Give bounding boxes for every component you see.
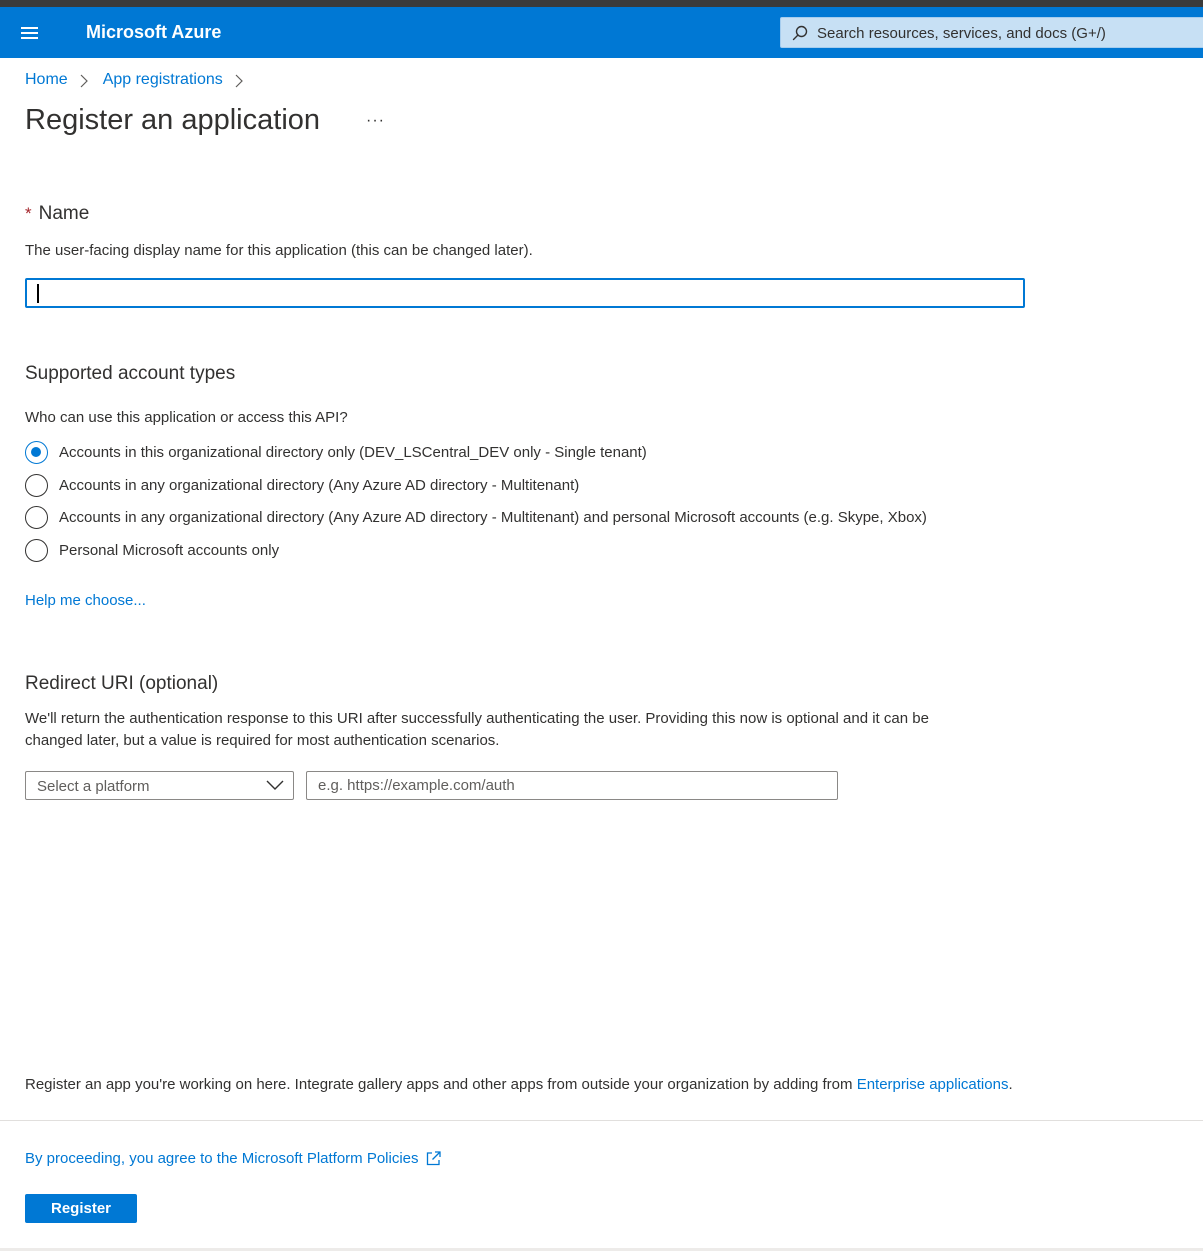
- enterprise-apps-note: Register an app you're working on here. Integrate gallery apps and other apps from outside your organization by adding from Enterprise applications.: [25, 1076, 1013, 1093]
- name-description: The user-facing display name for this application (this can be changed later).: [25, 242, 533, 259]
- register-button[interactable]: Register: [25, 1194, 137, 1223]
- help-me-choose-link[interactable]: Help me choose...: [25, 592, 146, 609]
- top-navigation-bar: [0, 7, 1203, 58]
- external-link-icon: [425, 1150, 442, 1167]
- account-types-question: Who can use this application or access this API?: [25, 409, 348, 426]
- radio-personal-only[interactable]: Personal Microsoft accounts only: [25, 539, 279, 562]
- required-marker: *: [25, 204, 32, 223]
- search-input[interactable]: [817, 22, 1197, 44]
- chevron-right-icon: [234, 72, 246, 88]
- radio-button[interactable]: [25, 474, 48, 497]
- platform-policies-link[interactable]: By proceeding, you agree to the Microsoft Platform Policies: [25, 1150, 442, 1167]
- name-field[interactable]: [25, 278, 1025, 308]
- hamburger-menu-icon[interactable]: [18, 21, 42, 45]
- radio-single-tenant[interactable]: Accounts in this organizational directory only (DEV_LSCentral_DEV only - Single tenant): [25, 441, 647, 464]
- platform-select[interactable]: [25, 771, 294, 800]
- name-input[interactable]: [27, 280, 1023, 306]
- breadcrumb-app-registrations[interactable]: App registrations: [102, 71, 223, 88]
- brand-title[interactable]: Microsoft Azure: [86, 22, 222, 42]
- breadcrumb-home[interactable]: Home: [25, 71, 68, 88]
- platform-select-value: Select a platform: [37, 778, 150, 795]
- radio-multitenant-personal[interactable]: Accounts in any organizational directory (Any Azure AD directory - Multitenant) and personal Microsoft accounts (e.g. Skype, Xbox): [25, 506, 927, 529]
- global-search[interactable]: [780, 17, 1203, 48]
- radio-button[interactable]: [25, 539, 48, 562]
- redirect-uri-description: We'll return the authentication response to this URI after successfully authenticating the user. Providing this now is optional and it can be changed later, but a value is required for most authentication scenarios.: [25, 710, 929, 749]
- breadcrumb: [25, 71, 258, 89]
- more-options-icon[interactable]: ···: [366, 112, 385, 129]
- redirect-uri-field[interactable]: [306, 771, 838, 800]
- footer-divider: [0, 1120, 1203, 1121]
- enterprise-applications-link[interactable]: Enterprise applications: [856, 1076, 1009, 1093]
- radio-multitenant[interactable]: Accounts in any organizational directory (Any Azure AD directory - Multitenant): [25, 474, 579, 497]
- search-icon: [791, 24, 809, 42]
- radio-button-selected[interactable]: [25, 441, 48, 464]
- text-cursor: [37, 284, 39, 303]
- radio-button[interactable]: [25, 506, 48, 529]
- account-types-heading: Supported account types: [25, 363, 236, 384]
- chevron-right-icon: [79, 72, 91, 88]
- page-title: Register an application: [25, 104, 321, 136]
- name-label: * Name: [25, 203, 90, 224]
- window-top-strip: [0, 0, 1203, 7]
- redirect-uri-input[interactable]: [307, 772, 837, 799]
- chevron-down-icon: [266, 778, 284, 792]
- redirect-uri-heading: Redirect URI (optional): [25, 673, 219, 694]
